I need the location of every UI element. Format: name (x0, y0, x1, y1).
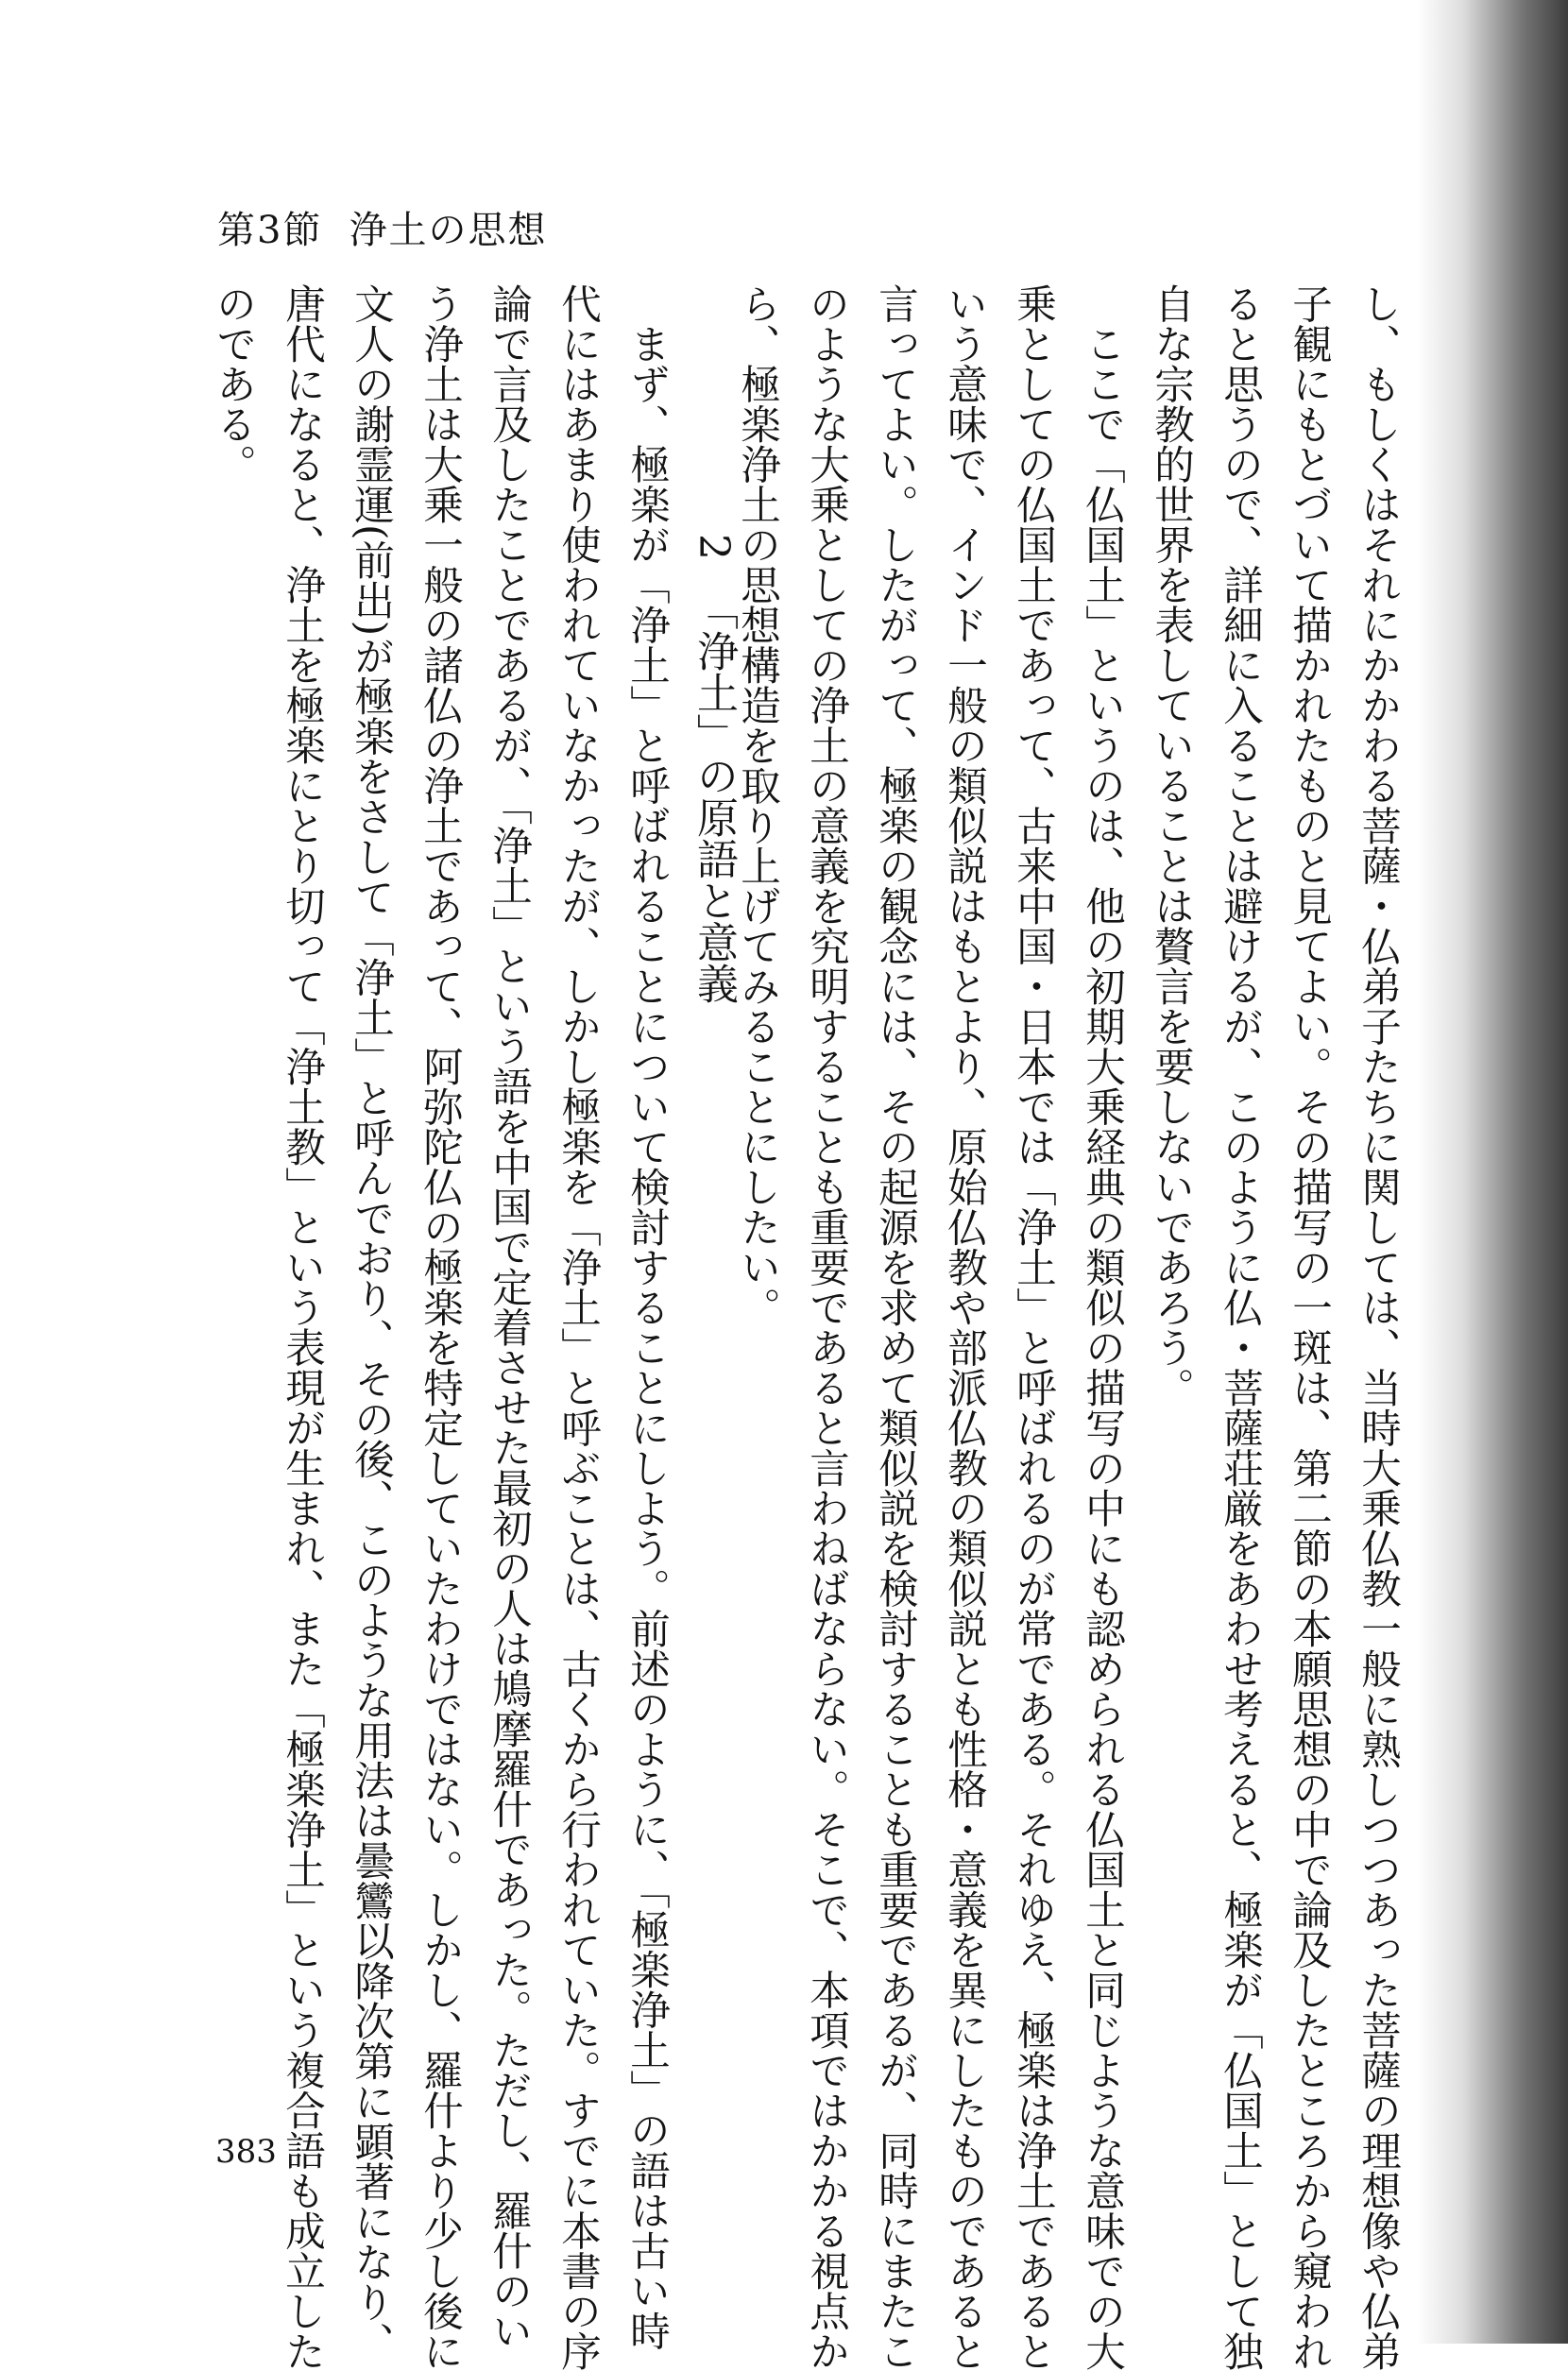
heading-number: 2 (690, 534, 738, 560)
lower-body-text (198, 283, 681, 2371)
text-line: まず、極楽が「浄土」と呼ばれることについて検討することにしよう。前述のように、「極楽浄土」の語は古い時 (623, 283, 670, 2351)
text-line: 代にはあまり使われていなかったが、しかし極楽を「浄土」と呼ぶことは、古くから行われていた。すでに本書の序 (554, 283, 601, 2371)
heading-title: 「浄土」の原語と意義 (690, 588, 738, 1004)
text-line: し、もしくはそれにかかわる菩薩・仏弟子たちに関しては、当時大乗仏教一般に熟しつつあった菩薩の理想像や仏弟 (1355, 283, 1401, 2371)
text-line: 文人の謝霊運(前出)が極楽をさして「浄土」と呼んでおり、その後、このような用法は曇鸞以降次第に顕著になり、 (348, 283, 394, 2362)
text-line: ここで「仏国土」というのは、他の初期大乗経典の類似の描写の中にも認められる仏国土と同じような意味での大 (1079, 283, 1125, 2371)
text-line: のような大乗としての浄土の意義を究明することも重要であると言わねばならない。そこで、本項ではかかる視点か (803, 283, 849, 2371)
text-line: ると思うので、詳細に入ることは避けるが、このように仏・菩薩荘厳をあわせ考えると、極楽が「仏国土」として独 (1217, 283, 1263, 2371)
text-line: 子観にもとづいて描かれたものと見てよい。その描写の一斑は、第二節の本願思想の中で論及したところから窺われ (1286, 283, 1332, 2371)
text-line: 自な宗教的世界を表していることは贅言を要しないであろう。 (1148, 283, 1194, 1407)
running-header (217, 200, 547, 254)
section-number: 第3節 (217, 209, 323, 252)
text-line: 言ってよい。したがって、極楽の観念には、その起源を求めて類似説を検討することも重要であるが、同時にまたこ (872, 283, 918, 2371)
section-heading (675, 534, 751, 1004)
text-line: ら、極楽浄土の思想構造を取り上げてみることにしたい。 (734, 283, 780, 1327)
text-line: 論で言及したことであるが、「浄土」という語を中国で定着させた最初の人は鳩摩羅什であった。ただし、羅什のい (486, 283, 532, 2351)
page-number: 383 (215, 2133, 277, 2171)
page-edge-shadow (1417, 0, 1568, 2344)
section-title: 浄土の思想 (349, 209, 548, 252)
text-line: のである。 (210, 283, 256, 485)
text-line: 唐代になると、浄土を極楽にとり切って「浄土教」という表現が生まれ、また「極楽浄土」という複合語も成立した (279, 283, 325, 2371)
text-line: いう意味で、インド一般の類似説はもとより、原始仏教や部派仏教の類似説とも性格・意義を異にしたものであると (941, 283, 987, 2371)
upper-body-text (723, 283, 1412, 2371)
text-line: 乗としての仏国土であって、古来中国・日本では「浄土」と呼ばれるのが常である。それゆえ、極楽は浄土であると (1010, 283, 1056, 2371)
text-line: う浄土は大乗一般の諸仏の浄土であって、阿弥陀仏の極楽を特定していたわけではない。しかし、羅什より少し後に (417, 283, 463, 2371)
